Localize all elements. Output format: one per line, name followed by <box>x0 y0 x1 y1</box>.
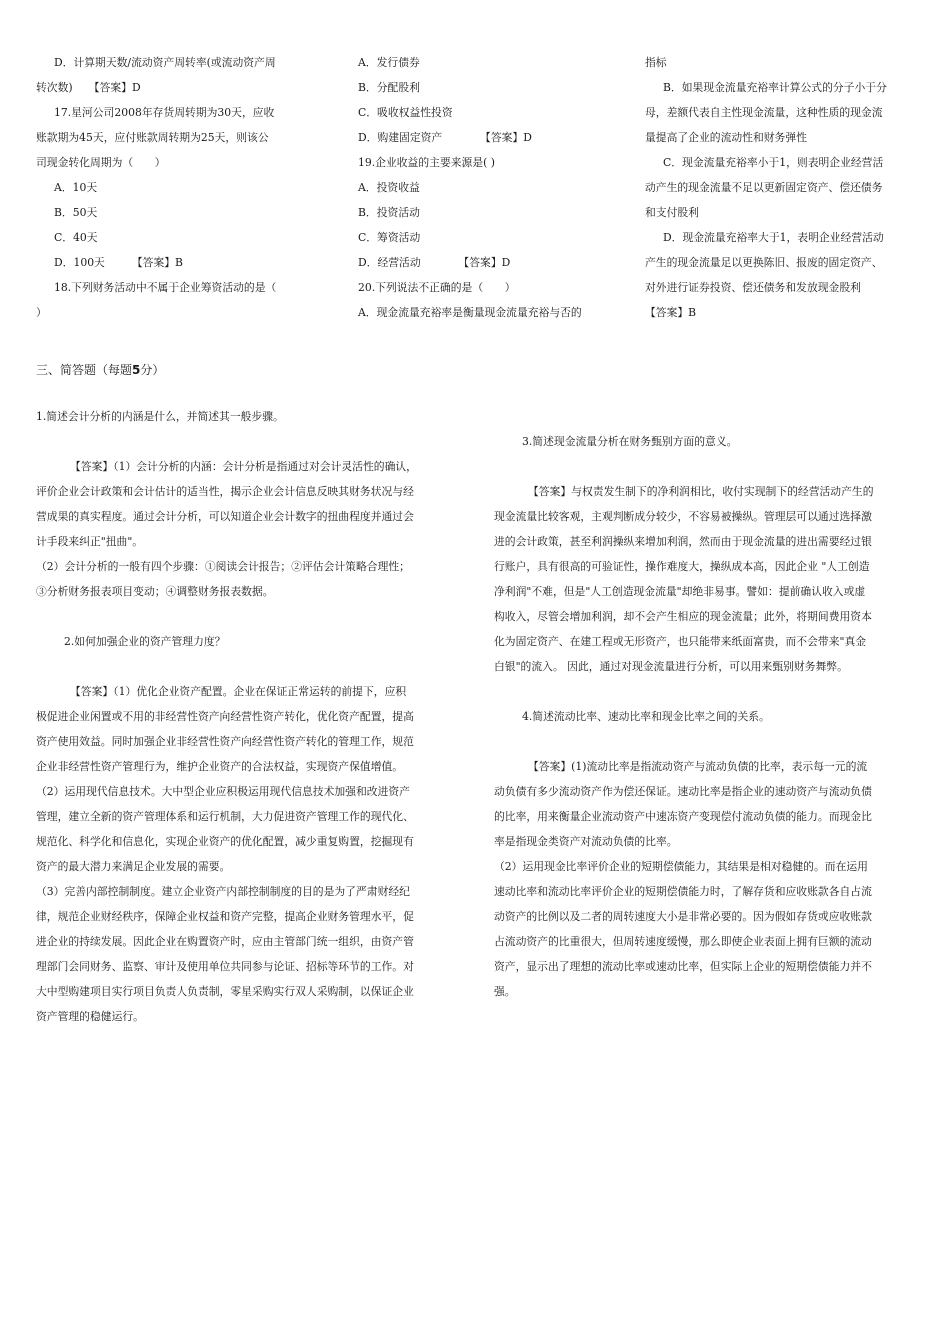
text-line: A．10天 <box>54 181 98 194</box>
text-line: ） <box>36 306 47 319</box>
text-line: 20.下列说法不正确的是（ ） <box>358 281 516 294</box>
section-title-end: 分） <box>140 363 165 377</box>
text-line: 和支付股利 <box>645 206 699 219</box>
answer-3-line: 净利润"不难，但是"人工创造现金流量"却绝非易事。譬如：提前确认收入或虚 <box>494 585 866 598</box>
answer-2-line: 大中型购建项目实行项目负责人负责制，零星采购实行双人采购制，以保证企业 <box>36 985 414 998</box>
answer-3-line: 现金流量比较客观，主观判断成分较少，不容易被操纵。管理层可以通过选择激 <box>494 510 872 523</box>
text-line: B．分配股利 <box>358 81 420 94</box>
answer-4-line: 资产，显示出了理想的流动比率或速动比率，但实际上企业的短期偿债能力并不 <box>494 960 872 973</box>
answer-3-line: 构收入，尽管会增加利润，却不会产生相应的现金流量；此外，将期间费用资本 <box>494 610 872 623</box>
answer-3-line: 行账户，具有很高的可验证性，操作难度大，操纵成本高，因此企业 "人工创造 <box>494 560 870 573</box>
text-line: D．计算期天数/流动资产周转率(或流动资产周 <box>54 56 276 69</box>
question-3: 3.简述现金流量分析在财务甄别方面的意义。 <box>522 435 738 448</box>
answer-4-line: （2）运用现金比率评价企业的短期偿债能力，其结果是相对稳健的。而在运用 <box>494 860 868 873</box>
text-line: B．投资活动 <box>358 206 420 219</box>
text-line: 账款期为45天，应付账款周转期为25天，则该公 <box>36 131 269 144</box>
answer-2-line: 资产使用效益。同时加强企业非经营性资产向经营性资产转化的管理工作，规范 <box>36 735 414 748</box>
answer-1-line: 评价企业会计政策和会计估计的适当性，揭示企业会计信息反映其财务状况与经 <box>36 485 414 498</box>
text-line: D．购建固定资产 【答案】D <box>358 131 532 144</box>
answer-1-line: 营成果的真实程度。通过会计分析，可以知道企业会计数字的扭曲程度并通过会 <box>36 510 414 523</box>
answer-3-line: 白银"的流入。 因此，通过对现金流量进行分析，可以用来甄别财务舞弊。 <box>494 660 848 673</box>
text-line: 转次数) 【答案】D <box>36 81 141 94</box>
answer-3-line: 化为固定资产、在建工程或无形资产，也只能带来纸面富贵，而不会带来"真金 <box>494 635 867 648</box>
text-line: A．投资收益 <box>358 181 420 194</box>
top-column-2 <box>358 50 582 325</box>
top-column-1 <box>36 50 276 325</box>
right-column <box>494 429 874 1004</box>
answer-2-line: 资产管理的稳健运行。 <box>36 1010 144 1023</box>
answer-4-line: 动负债有多少流动资产作为偿还保证。速动比率是指企业的速动资产与流动负债 <box>494 785 872 798</box>
answer-2-line: 极促进企业闲置或不用的非经营性资产向经营性资产转化，优化资产配置，提高 <box>36 710 414 723</box>
question-2: 2.如何加强企业的资产管理力度？ <box>64 635 226 648</box>
answer-4-line: 的比率，用来衡量企业流动资产中速冻资产变现偿付流动负债的能力。而现金比 <box>494 810 872 823</box>
text-line: A．发行债券 <box>358 56 420 69</box>
answer-2-line: 律，规范企业财经秩序，保障企业权益和资产完整，提高企业财务管理水平，促 <box>36 910 414 923</box>
left-column <box>36 404 417 1029</box>
answer-2-line: 资产的最大潜力来满足企业发展的需要。 <box>36 860 231 873</box>
section-title <box>36 358 164 383</box>
answer-4-line: 【答案】(1)流动比率是指流动资产与流动负债的比率，表示每一元的流 <box>528 760 868 773</box>
section-title-number: 5 <box>132 363 141 377</box>
answer-4-line: 速动比率和流动比率评价企业的短期偿债能力时，了解存货和应收账款各自占流 <box>494 885 872 898</box>
answer-1-line: 【答案】（1）会计分析的内涵：会计分析是指通过对会计灵活性的确认， <box>70 460 417 473</box>
text-line: B．50天 <box>54 206 98 219</box>
text-line: 产生的现金流量足以更换陈旧、报废的固定资产、 <box>645 256 883 269</box>
answer-4-line: 强。 <box>494 985 516 998</box>
text-line: 量提高了企业的流动性和财务弹性 <box>645 131 807 144</box>
text-line: 【答案】B <box>645 306 697 319</box>
text-line: C．现金流量充裕率小于1，则表明企业经营活 <box>663 156 884 169</box>
text-line: A．现金流量充裕率是衡量现金流量充裕与否的 <box>358 306 582 319</box>
answer-2-line: 规范化、科学化和信息化，实现企业资产的优化配置，减少重复购置，挖掘现有 <box>36 835 414 848</box>
answer-2-line: 理部门会同财务、监察、审计及使用单位共同参与论证、招标等环节的工作。对 <box>36 960 414 973</box>
text-line: B．如果现金流量充裕率计算公式的分子小于分 <box>663 81 887 94</box>
answer-4-line: 动资产的比例以及二者的周转速度大小是非常必要的。因为假如存货或应收账款 <box>494 910 872 923</box>
text-line: 19.企业收益的主要来源是( ) <box>358 156 495 169</box>
top-column-3 <box>645 50 887 325</box>
text-line: C．吸收权益性投资 <box>358 106 453 119</box>
text-line: 指标 <box>645 56 667 69</box>
answer-1-line: （2）会计分析的一般有四个步骤：①阅读会计报告；②评估会计策略合理性； <box>36 560 410 573</box>
answer-4-line: 占流动资产的比重很大，但周转速度缓慢，那么即使企业表面上拥有巨额的流动 <box>494 935 872 948</box>
answer-4-line: 率是指现金类资产对流动负债的比率。 <box>494 835 678 848</box>
text-line: D．现金流量充裕率大于1，表明企业经营活动 <box>663 231 884 244</box>
text-line: C．筹资活动 <box>358 231 421 244</box>
answer-3-line: 【答案】与权责发生制下的净利润相比，收付实现制下的经营活动产生的 <box>528 485 874 498</box>
answer-2-line: （2）运用现代信息技术。大中型企业应积极运用现代信息技术加强和改进资产 <box>36 785 410 798</box>
answer-2-line: 管理，建立全新的资产管理体系和运行机制，大力促进资产管理工作的现代化、 <box>36 810 414 823</box>
text-line: 动产生的现金流量不足以更新固定资产、偿还债务 <box>645 181 883 194</box>
text-line: 司现金转化周期为（ ） <box>36 156 166 169</box>
answer-2-line: （3）完善内部控制制度。建立企业资产内部控制制度的目的是为了严肃财经纪 <box>36 885 410 898</box>
text-line: 17.星河公司2008年存货周转期为30天，应收 <box>54 106 275 119</box>
question-1: 1.简述会计分析的内涵是什么，并简述其一般步骤。 <box>36 410 284 423</box>
answer-2-line: 【答案】（1）优化企业资产配置。企业在保证正常运转的前提下，应积 <box>70 685 407 698</box>
section-title-main: 三、简答题（每题 <box>36 363 133 377</box>
text-line: 18.下列财务活动中不属于企业筹资活动的是（ <box>54 281 277 294</box>
answer-2-line: 进企业的持续发展。因此企业在购置资产时，应由主管部门统一组织，由资产管 <box>36 935 414 948</box>
text-line: 母，差额代表自主性现金流量，这种性质的现金流 <box>645 106 883 119</box>
answer-2-line: 企业非经营性资产管理行为，维护企业资产的合法权益，实现资产保值增值。 <box>36 760 404 773</box>
answer-1-line: 计手段来纠正"扭曲"。 <box>36 535 144 548</box>
text-line: 对外进行证券投资、偿还债务和发放现金股利 <box>645 281 861 294</box>
answer-3-line: 进的会计政策，甚至利润操纵来增加利润，然而由于现金流量的进出需要经过银 <box>494 535 872 548</box>
question-4: 4.简述流动比率、速动比率和现金比率之间的关系。 <box>522 710 770 723</box>
answer-1-line: ③分析财务报表项目变动；④调整财务报表数据。 <box>36 585 274 598</box>
text-line: D．经营活动 【答案】D <box>358 256 511 269</box>
text-line: C．40天 <box>54 231 98 244</box>
text-line: D．100天 【答案】B <box>54 256 183 269</box>
